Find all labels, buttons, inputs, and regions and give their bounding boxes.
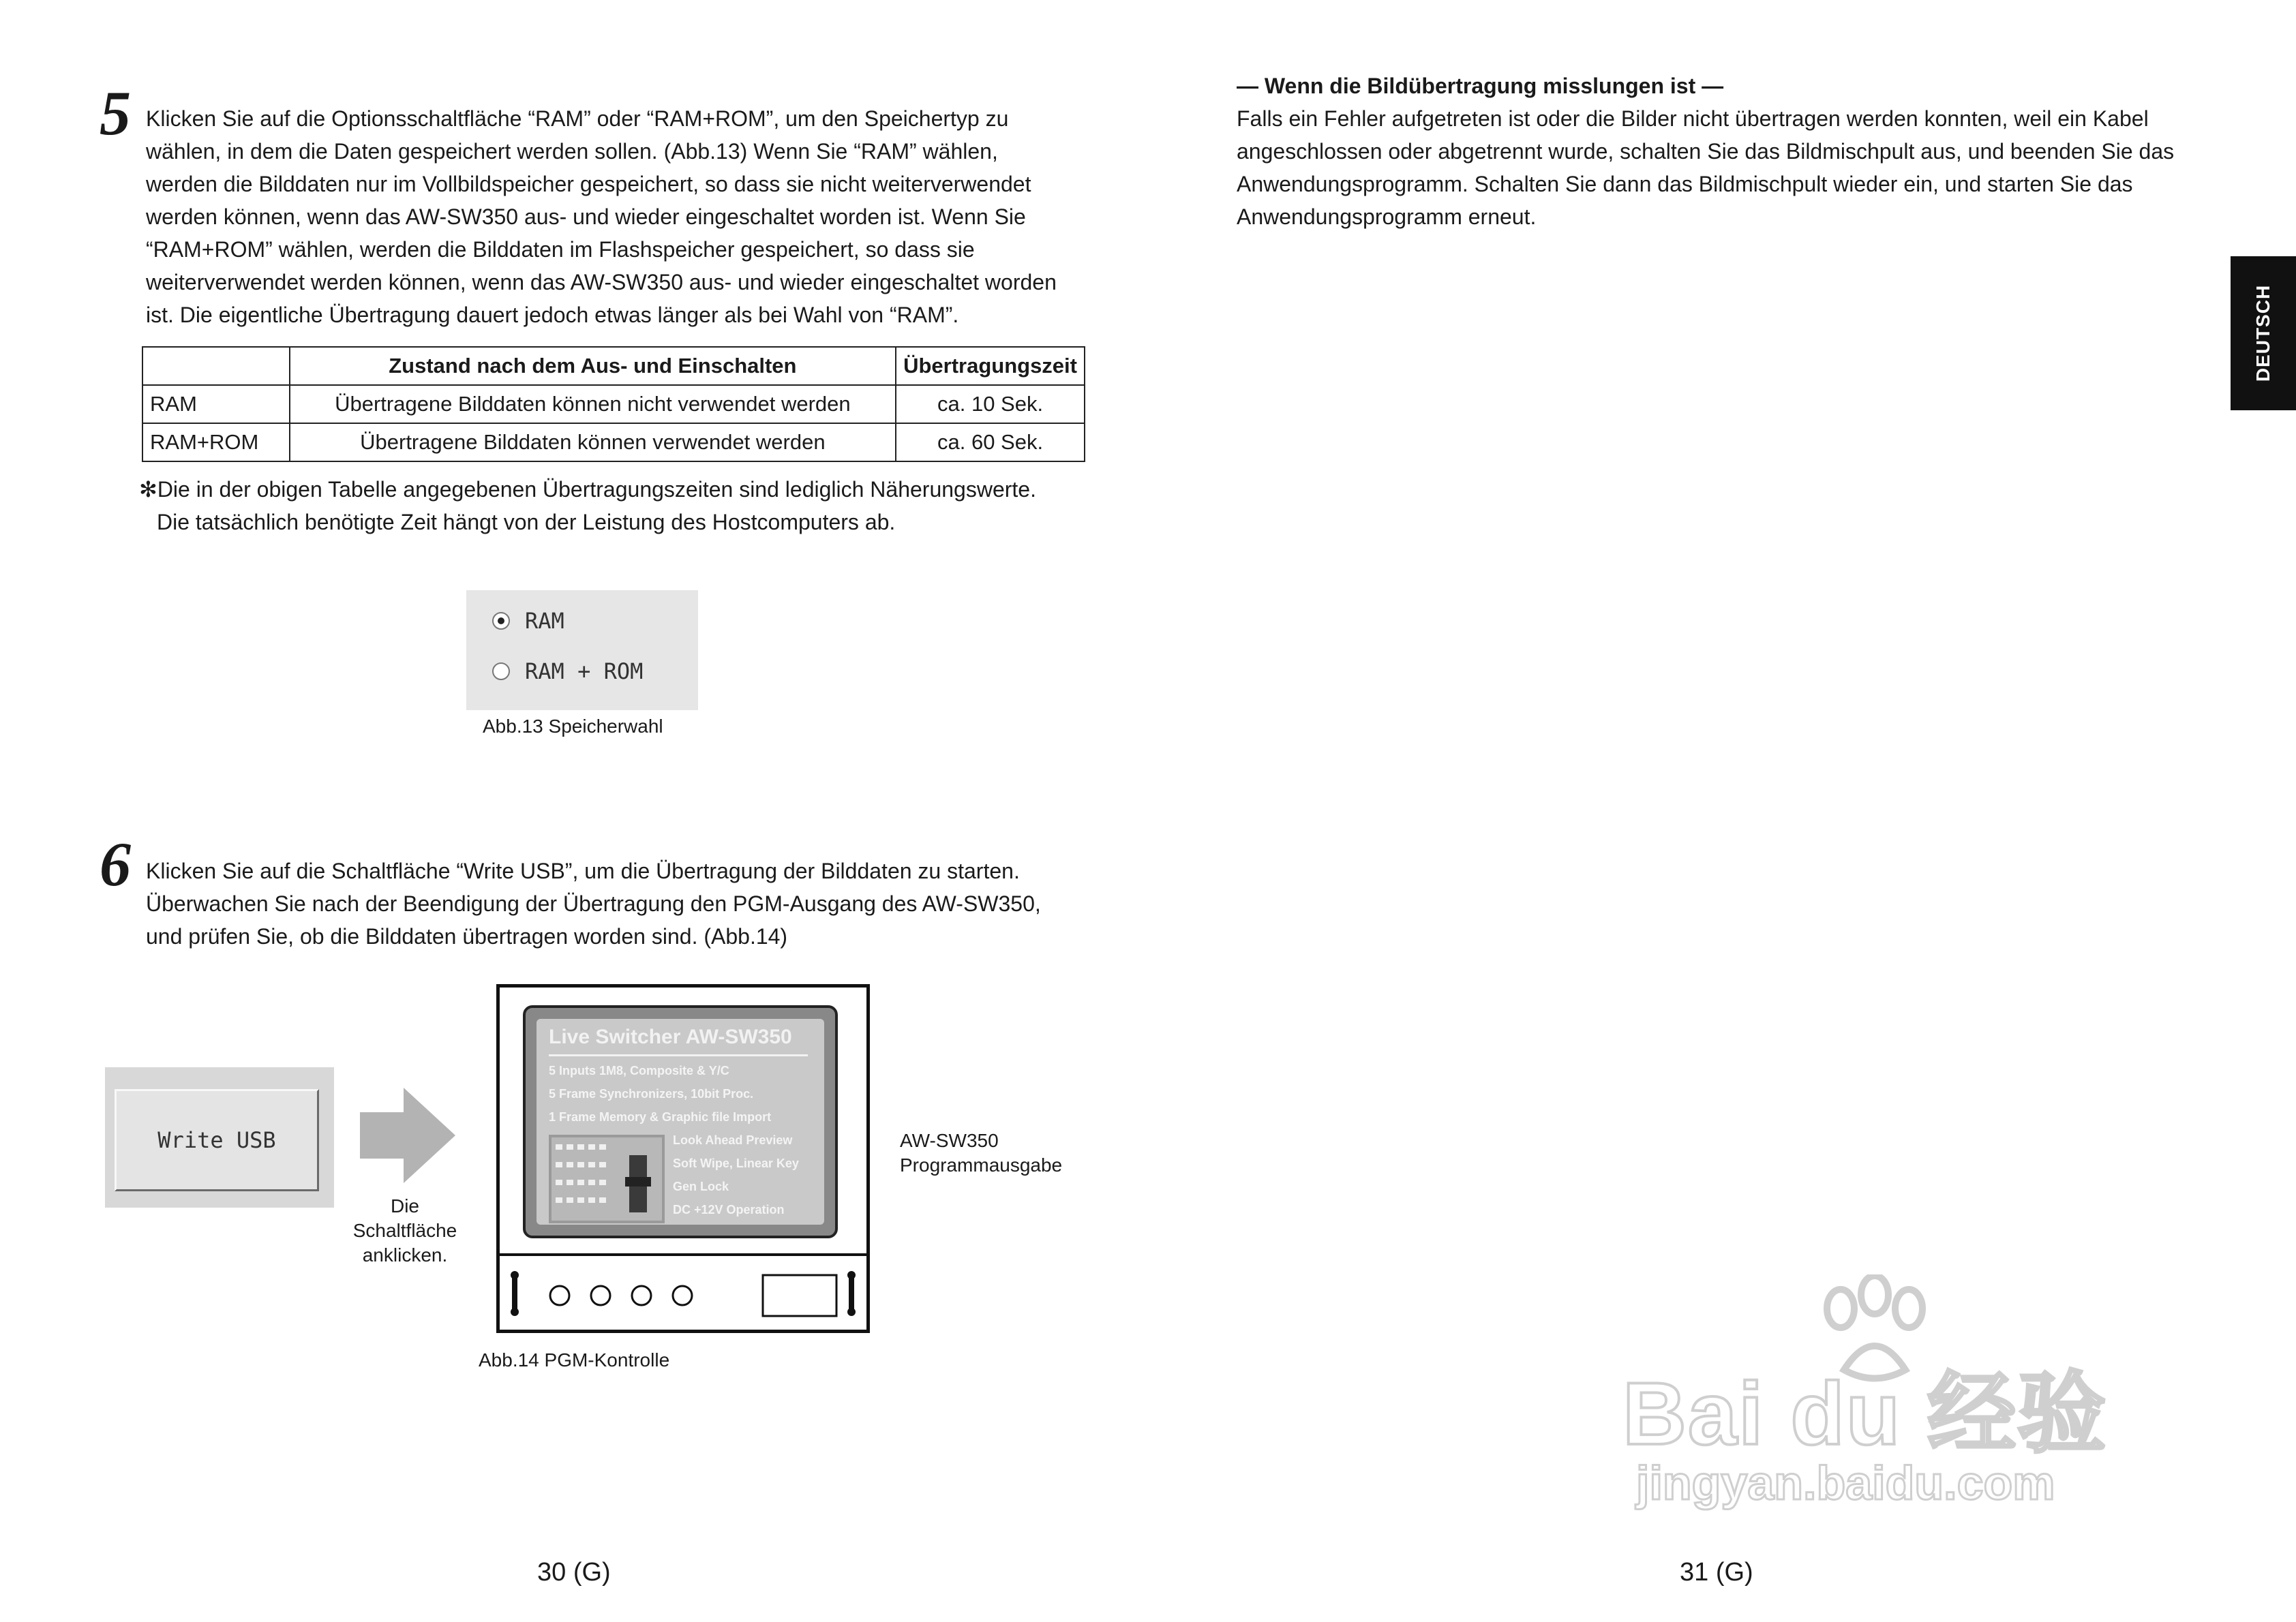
radio-selected-icon[interactable]	[492, 612, 510, 630]
table-cell: Übertragene Bilddaten können nicht verwendet werden	[290, 385, 896, 423]
write-usb-panel	[105, 1067, 334, 1208]
table-row	[142, 423, 1085, 461]
arrow-right-icon	[360, 1088, 458, 1183]
error-line: angeschlossen oder abgetrennt wurde, schalten Sie das Bildmischpult aus, und beenden Sie das	[1237, 139, 2175, 164]
step-5-line: Klicken Sie auf die Optionsschaltfläche “RAM” oder “RAM+ROM”, um den Speichertyp zu	[146, 106, 1009, 131]
screen-title: Live Switcher AW-SW350	[549, 1026, 792, 1048]
monitor-controls	[500, 1257, 866, 1330]
radio-unselected-icon[interactable]	[492, 662, 510, 680]
note-line: Die tatsächlich benötigte Zeit hängt von der Leistung des Hostcomputers ab.	[157, 510, 896, 534]
table-cell: ca. 60 Sek.	[896, 423, 1085, 461]
step-6-line: und prüfen Sie, ob die Bilddaten übertragen worden sind. (Abb.14)	[146, 924, 788, 949]
language-tab-label: DEUTSCH	[2252, 284, 2274, 382]
radio-ram-rom-label: RAM + ROM	[525, 658, 644, 684]
radio-ram[interactable]	[492, 608, 564, 634]
step-5-line: werden die Bilddaten nur im Vollbildspeicher gespeichert, so dass sie nicht weiterverwendet	[146, 172, 1031, 196]
step-5-text	[146, 102, 1057, 331]
radio-ram-label: RAM	[525, 608, 564, 634]
screen-line: Soft Wipe, Linear Key	[673, 1157, 799, 1170]
page-number-right: 31 (G)	[1680, 1558, 1753, 1587]
click-hint-line: Schaltfläche	[352, 1220, 457, 1241]
fig14-caption: Abb.14 PGM-Kontrolle	[479, 1349, 670, 1371]
step-5-number: 5	[100, 78, 131, 148]
error-line: Anwendungsprogramm erneut.	[1237, 204, 1537, 229]
monitor-screen	[523, 1005, 838, 1238]
table-header-row	[142, 347, 1085, 385]
watermark-brand: Bai du 经验	[1622, 1364, 2108, 1463]
screen-line: Look Ahead Preview	[673, 1133, 793, 1147]
step-6-line: Überwachen Sie nach der Beendigung der Übertragung den PGM-Ausgang des AW-SW350,	[146, 891, 1041, 916]
step-5-line: wählen, in dem die Daten gespeichert werden sollen. (Abb.13) Wenn Sie “RAM” wählen,	[146, 139, 998, 164]
radio-ram-rom[interactable]	[492, 658, 643, 684]
table-cell: Übertragene Bilddaten können verwendet werden	[290, 423, 896, 461]
error-line: Falls ein Fehler aufgetreten ist oder die Bilder nicht übertragen werden konnten, weil ein Kabel	[1237, 106, 2149, 131]
screen-line: Gen Lock	[673, 1180, 729, 1193]
fig13-caption: Abb.13 Speicherwahl	[483, 716, 663, 737]
error-heading: — Wenn die Bildübertragung misslungen ist —	[1237, 74, 1724, 98]
step-5-line: weiterverwendet werden können, wenn das AW-SW350 aus- und wieder eingeschaltet worden	[146, 270, 1057, 294]
write-usb-button[interactable]: Write USB	[115, 1089, 319, 1191]
note-line: ✻Die in der obigen Tabelle angegebenen Übertragungszeiten sind lediglich Näherungswerte.	[139, 477, 1036, 502]
output-label	[900, 1129, 1062, 1178]
page-number-left: 30 (G)	[537, 1558, 611, 1587]
output-label-line: AW-SW350	[900, 1130, 999, 1151]
language-tab	[2231, 256, 2296, 410]
step-5-line: ist. Die eigentliche Übertragung dauert jedoch etwas länger als bei Wahl von “RAM”.	[146, 303, 959, 327]
memory-type-table	[142, 346, 1085, 462]
step-6-line: Klicken Sie auf die Schaltfläche “Write USB”, um die Übertragung der Bilddaten zu starten.	[146, 859, 1020, 883]
step-6-text	[146, 855, 1041, 953]
baidu-watermark	[1622, 1274, 2168, 1533]
table-header-cell	[142, 347, 290, 385]
step-5-line: werden können, wenn das AW-SW350 aus- und wieder eingeschaltet worden ist. Wenn Sie	[146, 204, 1026, 229]
table-header-cell: Übertragungszeit	[896, 347, 1085, 385]
screen-line: DC +12V Operation	[673, 1203, 785, 1216]
table-cell: RAM	[142, 385, 290, 423]
memory-selection-panel	[466, 590, 698, 710]
step-6-number: 6	[100, 829, 131, 899]
switcher-panel-graphic	[549, 1135, 665, 1223]
watermark-url: jingyan.baidu.com	[1636, 1456, 2055, 1510]
pgm-monitor	[496, 984, 870, 1333]
table-row	[142, 385, 1085, 423]
table-cell: ca. 10 Sek.	[896, 385, 1085, 423]
monitor-divider	[500, 1253, 866, 1256]
error-text	[1237, 102, 2174, 233]
click-hint	[348, 1194, 462, 1268]
table-cell: RAM+ROM	[142, 423, 290, 461]
table-note	[139, 473, 1036, 538]
screen-line: 1 Frame Memory & Graphic file Import	[549, 1110, 772, 1124]
click-hint-line: Die	[390, 1195, 419, 1216]
output-label-line: Programmausgabe	[900, 1154, 1063, 1176]
screen-content	[537, 1019, 824, 1225]
screen-line: 5 Inputs 1M8, Composite & Y/C	[549, 1064, 729, 1077]
screen-line: 5 Frame Synchronizers, 10bit Proc.	[549, 1087, 754, 1101]
table-header-cell: Zustand nach dem Aus- und Einschalten	[290, 347, 896, 385]
click-hint-line: anklicken.	[362, 1244, 448, 1266]
title-underline	[549, 1054, 808, 1056]
error-line: Anwendungsprogramm. Schalten Sie dann das Bildmischpult wieder ein, und starten Sie das	[1237, 172, 2133, 196]
step-5-line: “RAM+ROM” wählen, werden die Bilddaten im Flashspeicher gespeichert, so dass sie	[146, 237, 975, 262]
